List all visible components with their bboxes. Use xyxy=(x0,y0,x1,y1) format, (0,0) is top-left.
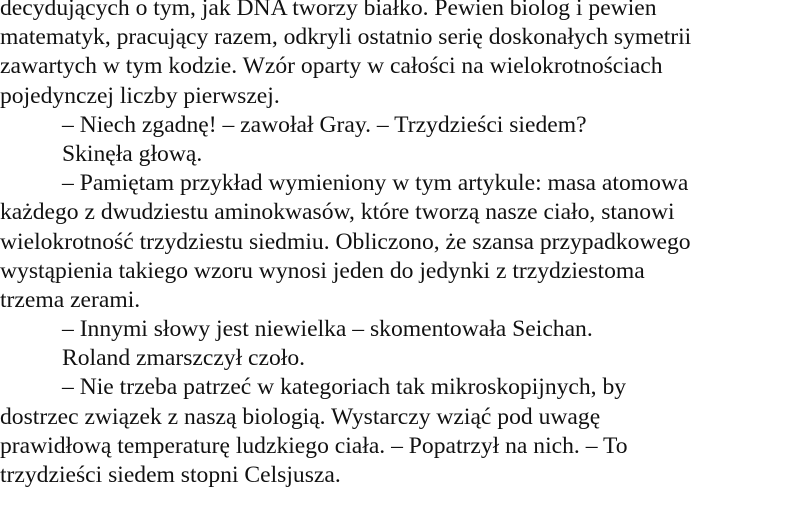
text-line: wystąpienia takiego wzoru wynosi jeden do jedynki z trzydziestoma xyxy=(0,257,645,284)
text-line: – Niech zgadnę! – zawołał Gray. – Trzydzieści siedem? xyxy=(62,111,587,138)
text-line: – Pamiętam przykład wymieniony w tym artykule: masa atomowa xyxy=(62,170,689,197)
text-line: Roland zmarszczył czoło. xyxy=(62,345,306,372)
text-line: trzydzieści siedem stopni Celsjusza. xyxy=(0,462,341,488)
text-line: wielokrotność trzydziestu siedmiu. Obliczono, że szansa przypadkowego xyxy=(0,228,691,255)
text-line: – Nie trzeba patrzeć w kategoriach tak mikroskopijnych, by xyxy=(62,374,627,401)
text-line: każdego z dwudziestu aminokwasów, które tworzą nasze ciało, stanowi xyxy=(0,199,675,226)
text-line: zawartych w tym kodzie. Wzór oparty w całości na wielokrotnościach xyxy=(0,53,663,80)
text-line: dostrzec związek z naszą biologią. Wystarczy wziąć pod uwagę xyxy=(0,403,601,430)
text-line: pojedynczej liczby pierwszej. xyxy=(0,82,280,109)
text-line: matematyk, pracujący razem, odkryli ostatnio serię doskonałych symetrii xyxy=(0,24,692,51)
text-line: decydujących o tym, jak DNA tworzy białko. Pewien biolog i pewien xyxy=(0,0,657,21)
text-line: Skinęła głową. xyxy=(62,140,203,167)
text-line: – Innymi słowy jest niewielka – skomentowała Seichan. xyxy=(62,316,593,343)
text-line: trzema zerami. xyxy=(0,286,141,313)
text-line: prawidłową temperaturę ludzkiego ciała. – Popatrzył na nich. – To xyxy=(0,432,628,459)
